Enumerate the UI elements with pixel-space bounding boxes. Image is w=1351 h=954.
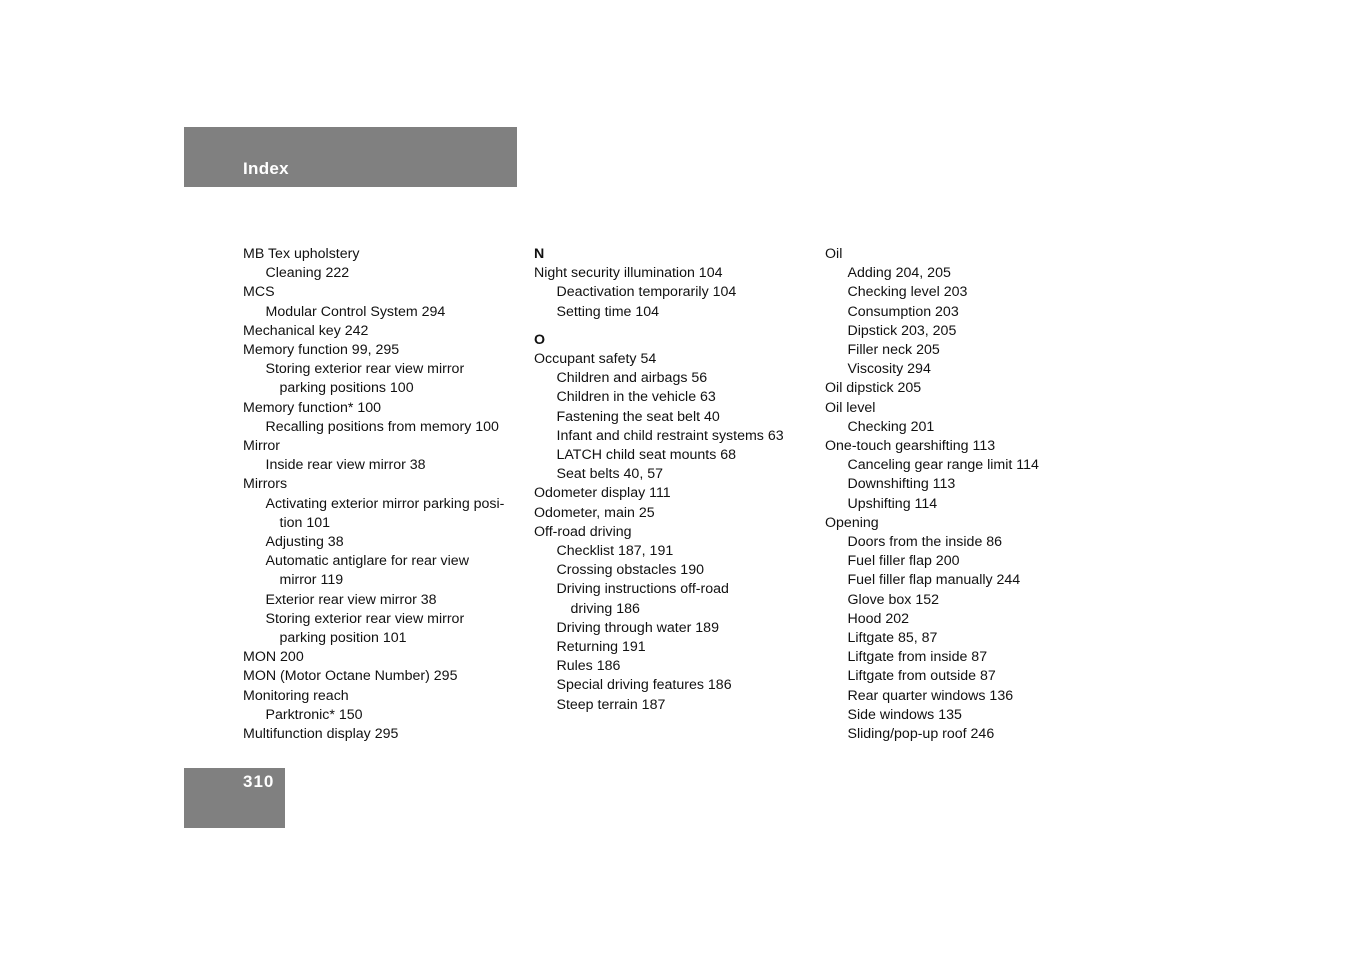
index-subentry: Glove box 152	[847, 591, 939, 608]
index-subentry: Canceling gear range limit 114	[847, 457, 1039, 474]
index-subentry: Crossing obstacles 190	[556, 562, 704, 579]
page-number: 310	[243, 772, 275, 791]
index-subentry: Checking 201	[847, 418, 935, 435]
index-subentry: Fuel filler flap manually 244	[847, 572, 1021, 589]
page-title: Index	[243, 159, 289, 178]
index-entry: MON (Motor Octane Number) 295	[243, 668, 458, 685]
index-entry-continuation	[243, 571, 523, 590]
index-subentry: Storing exterior rear view mirror	[265, 361, 465, 378]
index-subentry: Adjusting 38	[265, 534, 344, 551]
index-entry: Off-road driving	[534, 523, 632, 540]
index-subentry: Rules 186	[556, 658, 621, 675]
index-subentry: Consumption 203	[847, 303, 959, 320]
index-subentry: Rear quarter windows 136	[847, 687, 1014, 704]
index-subentry: Fastening the seat belt 40	[556, 408, 720, 425]
index-entry: Memory function 99, 295	[243, 342, 400, 359]
index-entry: Mirror	[243, 438, 281, 455]
index-column-2	[534, 245, 819, 715]
index-subentry: Filler neck 205	[847, 342, 940, 359]
index-subentry: Deactivation temporarily 104	[556, 284, 737, 301]
index-subentry: Driving instructions off-road	[556, 581, 729, 598]
continuation-text: parking positions 100	[279, 380, 414, 397]
index-subentry: Viscosity 294	[847, 361, 931, 378]
section-gap	[534, 322, 819, 331]
index-subentry: Inside rear view mirror 38	[265, 457, 426, 474]
index-subentry: Seat belts 40, 57	[556, 466, 663, 483]
index-subentry: Checking level 203	[847, 284, 968, 301]
index-subentry: Modular Control System 294	[265, 303, 446, 320]
index-subentry: Driving through water 189	[556, 619, 719, 636]
index-entry: Memory function* 100	[243, 399, 382, 416]
index-entry-continuation	[243, 514, 523, 533]
continuation-text: driving 186	[570, 600, 640, 617]
index-subentry: Parktronic* 150	[265, 706, 363, 723]
index-subentry: Downshifting 113	[847, 476, 956, 493]
index-entry-continuation	[243, 379, 523, 398]
index-letter-heading: O	[534, 331, 546, 348]
index-entry: Oil dipstick 205	[825, 380, 922, 397]
index-subentry: Fuel filler flap 200	[847, 553, 960, 570]
index-subentry: Recalling positions from memory 100	[265, 418, 499, 435]
index-subentry: Sliding/pop-up roof 246	[847, 726, 995, 743]
page-number-box	[184, 768, 285, 828]
index-subentry: Dipstick 203, 205	[847, 322, 957, 339]
index-subentry: Liftgate 85, 87	[847, 630, 938, 647]
index-subentry: Returning 191	[556, 639, 646, 656]
index-entry-continuation	[534, 600, 819, 619]
index-entry: Monitoring reach	[243, 687, 349, 704]
index-entry-continuation	[243, 629, 523, 648]
continuation-text: mirror 119	[279, 572, 344, 589]
continuation-text: parking position 101	[279, 630, 407, 647]
index-subentry: Steep terrain 187	[556, 696, 666, 713]
continuation-text: tion 101	[279, 514, 330, 531]
index-entry: Oil	[825, 246, 843, 262]
index-entry: MCS	[243, 284, 275, 301]
index-entry: Mirrors	[243, 476, 288, 493]
index-entry: Odometer display 111	[534, 485, 671, 502]
index-subentry: Children and airbags 56	[556, 370, 708, 387]
index-column-3	[825, 245, 1105, 744]
index-subentry: Checklist 187, 191	[556, 543, 674, 560]
index-subentry: Adding 204, 205	[847, 265, 951, 282]
index-subentry: Upshifting 114	[847, 495, 938, 512]
index-subentry: Special driving features 186	[556, 677, 732, 694]
index-entry: Odometer, main 25	[534, 504, 655, 521]
index-subentry: Activating exterior mirror parking posi-	[265, 495, 505, 512]
index-subentry: LATCH child seat mounts 68	[556, 447, 737, 463]
index-column-1	[243, 245, 523, 744]
index-entry: Night security illumination 104	[534, 265, 723, 282]
index-subentry: Side windows 135	[847, 706, 962, 723]
index-subentry: Cleaning 222	[265, 265, 350, 282]
index-entry: Mechanical key 242	[243, 322, 369, 339]
index-entry: MON 200	[243, 649, 304, 666]
index-subentry: Hood 202	[847, 610, 910, 627]
header-bar	[184, 127, 517, 187]
index-entry: Opening	[825, 514, 879, 531]
index-subentry: Storing exterior rear view mirror	[265, 610, 465, 627]
index-entry: Multifunction display 295	[243, 726, 399, 743]
index-subentry: Exterior rear view mirror 38	[265, 591, 437, 608]
index-subentry: Liftgate from outside 87	[847, 668, 996, 685]
index-entry: Oil level	[825, 399, 876, 416]
index-subentry: Children in the vehicle 63	[556, 389, 716, 406]
index-entry: MB Tex upholstery	[243, 246, 360, 262]
index-subentry: Automatic antiglare for rear view	[265, 553, 469, 570]
index-subentry: Doors from the inside 86	[847, 534, 1003, 551]
index-entry: Occupant safety 54	[534, 350, 657, 367]
index-entry: One-touch gearshifting 113	[825, 438, 996, 455]
index-letter-heading: N	[534, 246, 545, 262]
index-subentry: Setting time 104	[556, 303, 660, 320]
index-subentry: Infant and child restraint systems 63	[556, 427, 784, 444]
index-subentry: Liftgate from inside 87	[847, 649, 988, 666]
